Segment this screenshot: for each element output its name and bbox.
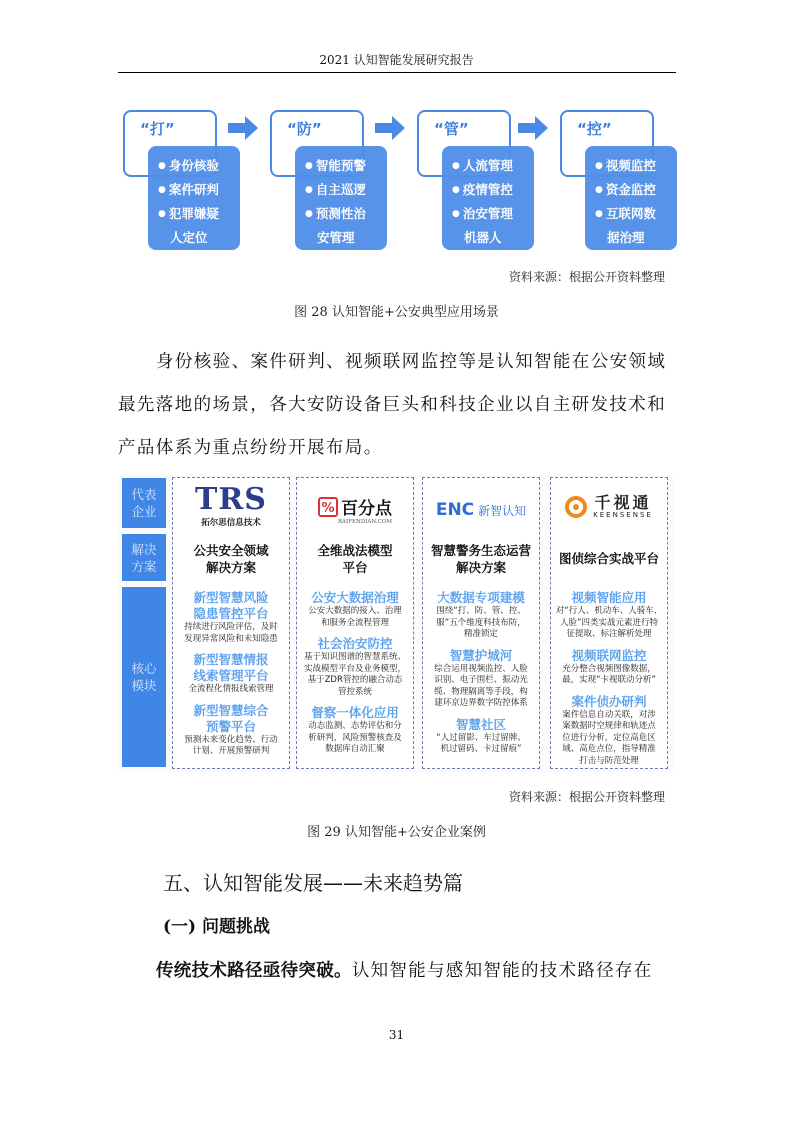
flow-item: ● 疫情管控 (452, 182, 513, 197)
page-number: 31 (388, 1028, 405, 1042)
flow-step-prevent (265, 105, 377, 250)
module-title: 新型智慧综合 预警平台 (193, 702, 269, 734)
figure-29-source: 资料来源：根据公开资料整理 (508, 790, 665, 804)
enterprise-column-trs (172, 477, 290, 769)
module-desc: 全流程化情报线索管理 (188, 684, 274, 694)
module-title: 社会治安防控 (317, 636, 393, 651)
module-desc: 基于知识图谱的智慧系统、 实战模型平台及业务模型， 基于ZDR管控的融合动态 管控系统 (303, 652, 406, 697)
flow-item: ● 视频监控 (595, 158, 656, 173)
arrow-right-icon (375, 116, 405, 140)
module-title: 案件侦办研判 (571, 693, 647, 709)
module-title: 公安大数据治理 (311, 590, 399, 605)
percent-icon: % (318, 497, 338, 517)
body-paragraph (118, 341, 678, 470)
bullet-icon: ● (595, 185, 603, 195)
module-desc: 充分整合视频图像数据， 最，实现“卡视联动分析” (562, 663, 656, 685)
module-title: 视频智能应用 (571, 590, 647, 605)
flow-step-label: “打” (140, 120, 175, 138)
flow-step-card (295, 146, 387, 250)
module-desc: 预测未来变化趋势、行动 计划、开展预警研判 (184, 734, 278, 756)
figure-29-caption: 图 29 认知智能+公安企业案例 (307, 825, 486, 840)
lead-bold: 传统技术路径亟待突破。 (156, 961, 352, 981)
lead-paragraph (156, 957, 653, 982)
figure-29-enterprise-grid (118, 475, 674, 773)
paragraph-line: 产品体系为重点纷纷开展布局。 (118, 438, 383, 458)
flow-item: ● 身份核验 (158, 158, 219, 173)
flow-item-continuation: 机器人 (464, 230, 502, 245)
module-desc: 动态监测、态势评估和分 析研判，风险预警核查及 数据库自动汇聚 (308, 721, 402, 754)
module-desc: 对“行人、机动车、人骑车、 人脸”四类实战元素进行特 征提取、标注解析处理 (555, 606, 663, 639)
module-list (175, 590, 287, 765)
flow-step-label: “防” (287, 120, 322, 138)
figure-28-flow-diagram (118, 105, 678, 255)
arrow-right-icon (518, 116, 548, 140)
module-list (553, 590, 665, 774)
bullet-icon: ● (158, 209, 166, 219)
module-desc: “人过留影、车过留牌、 机过留码、卡过留痕” (436, 732, 526, 754)
section-heading: 五、认知智能发展——未来趋势篇 (163, 871, 463, 895)
module-desc: 案件信息自动关联，对涉 案数据时空规律和轨迹点 位进行分析，定位高危区 域、高危点位，指导精准 打击与防范处理 (562, 709, 656, 766)
solution-name: 智慧警务生态运营 解决方案 (430, 543, 531, 575)
paragraph-line: 最先落地的场景，各大安防设备巨头和科技企业以自主研发技术和 (118, 395, 667, 415)
flow-step-card (442, 146, 534, 250)
trs-logo: TRS 拓尔思信息技术 (195, 482, 267, 528)
flow-step-control (555, 105, 667, 250)
row-tag-enterprise: 代表 企业 (122, 478, 166, 528)
module-title: 新型智慧情报 线索管理平台 (193, 652, 269, 683)
flow-step-card (148, 146, 240, 250)
module-title: 智慧护城河 (449, 647, 513, 663)
flow-item-continuation: 安管理 (317, 230, 355, 245)
module-desc: 围绕“打、防、管、控、 服”五个维度科技布防， 精准锁定 (436, 606, 526, 639)
flow-step-label: “控” (577, 120, 612, 138)
flow-step-manage (412, 105, 524, 250)
keensense-mark-icon (565, 496, 587, 518)
subsection-heading: (一) 问题挑战 (163, 917, 271, 937)
flow-item-continuation: 据治理 (607, 230, 645, 245)
flow-step-label: “管” (434, 120, 469, 138)
module-title: 大数据专项建模 (437, 590, 525, 605)
enterprise-column-baifendian (296, 477, 414, 769)
flow-step-card (585, 146, 677, 250)
flow-item: ● 犯罪嫌疑 (158, 206, 219, 221)
row-tag-core-module: 核心 模块 (122, 587, 166, 767)
solution-name: 图侦综合实战平台 (558, 551, 659, 566)
bullet-icon: ● (305, 209, 313, 219)
flow-item: ● 治安管理 (452, 206, 513, 221)
solution-name: 全维战法模型 平台 (317, 543, 393, 575)
bullet-icon: ● (305, 185, 313, 195)
module-title: 视频联网监控 (571, 647, 647, 663)
flow-item: ● 预测性治 (305, 206, 366, 221)
enterprise-column-enc (422, 477, 540, 769)
module-list (425, 590, 537, 763)
solution-name: 公共安全领域 解决方案 (193, 543, 269, 575)
keensense-logo: 千视通 KEENSENSE (551, 484, 667, 534)
figure-28-source: 资料来源：根据公开资料整理 (508, 270, 665, 284)
enc-logo: ENC 新智认知 (435, 500, 527, 520)
row-tag-solution: 解决 方案 (122, 534, 166, 581)
bullet-icon: ● (305, 161, 313, 171)
module-title: 新型智慧风险 隐患管控平台 (193, 590, 269, 621)
lead-text: 认知智能与感知智能的技术路径存在 (351, 961, 653, 981)
paragraph-line: 身份核验、案件研判、视频联网监控等是认知智能在公安领域 (156, 352, 667, 372)
module-desc: 持续进行风险评估，及时 发现异常风险和未知隐患 (184, 622, 278, 644)
flow-item: ● 资金监控 (595, 182, 656, 197)
flow-item: ● 智能预警 (305, 158, 366, 173)
module-title: 智慧社区 (455, 716, 506, 732)
flow-item: ● 自主巡逻 (305, 182, 366, 197)
bullet-icon: ● (452, 185, 460, 195)
enterprise-column-keensense (550, 477, 668, 769)
flow-step-strike (118, 105, 230, 250)
figure-28-caption: 图 28 认知智能+公安典型应用场景 (294, 305, 499, 320)
bullet-icon: ● (595, 209, 603, 219)
flow-item: ● 案件研判 (158, 182, 219, 197)
bullet-icon: ● (158, 161, 166, 171)
baifendian-logo: % 百分点 BAIFENDIAN.COM (297, 484, 413, 534)
flow-item: ● 互联网数 (595, 206, 656, 221)
module-desc: 公安大数据的接入、治理 和服务全流程管理 (308, 606, 402, 628)
module-title: 督察一体化应用 (311, 705, 399, 720)
module-desc: 综合运用视频监控、人脸 识别、电子围栏、振动光 缆、物理隔离等手段，构 建环京边界数字防控体系 (434, 663, 528, 708)
flow-item-continuation: 人定位 (170, 230, 208, 245)
flow-item: ● 人流管理 (452, 158, 513, 173)
bullet-icon: ● (452, 161, 460, 171)
header-rule (118, 72, 676, 73)
bullet-icon: ● (452, 209, 460, 219)
arrow-right-icon (228, 116, 258, 140)
bullet-icon: ● (158, 185, 166, 195)
module-list (299, 590, 411, 763)
running-header: 2021 认知智能发展研究报告 (319, 53, 474, 67)
bullet-icon: ● (595, 161, 603, 171)
